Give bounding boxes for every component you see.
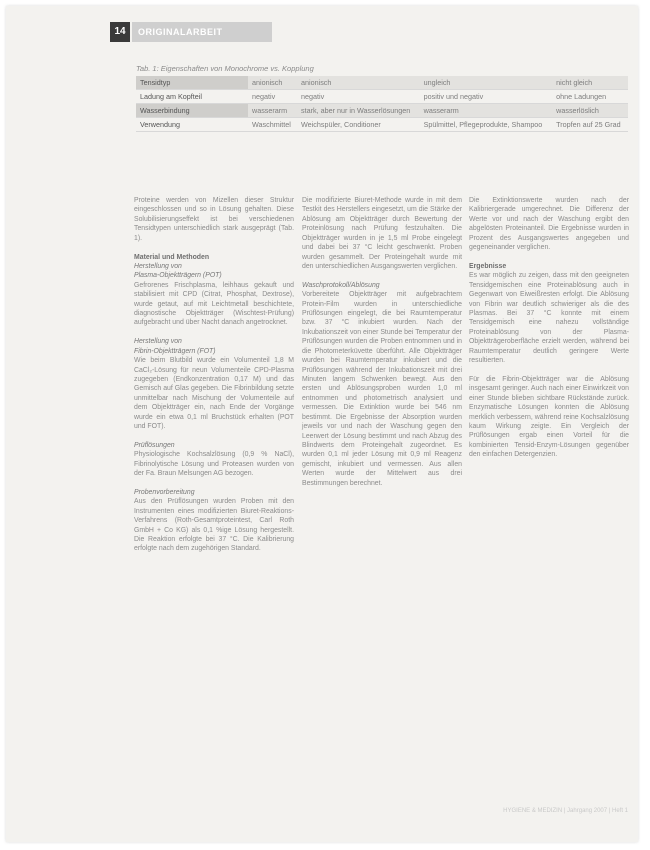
table-row-header: Tensidtyp bbox=[136, 76, 248, 90]
table-caption: Tab. 1: Eigenschaften von Monochrome vs. Kopplung bbox=[136, 64, 314, 73]
subsection-heading: Plasma-Objektträgern (POT) bbox=[134, 272, 222, 280]
table-cell: wasserarm bbox=[420, 104, 553, 118]
text-column-1 bbox=[134, 196, 294, 563]
table-cell: negativ bbox=[248, 90, 297, 104]
subsection-heading: Herstellung von bbox=[134, 338, 182, 346]
table-cell: ungleich bbox=[420, 76, 553, 90]
section-heading: Ergebnisse bbox=[469, 262, 507, 270]
subsection-heading: Prüflösungen bbox=[134, 441, 175, 449]
document-page bbox=[6, 6, 638, 842]
paragraph: Die Extinktionswerte wurden nach der Kalibriergerade umgerechnet. Die Differenz der Werte vor und nach der Waschung ergibt den abgelösten Proteinanteil. Die Ergebnisse wurden in Prozent des Ausgangswertes angegeben und gegeneinander verglichen. bbox=[469, 197, 629, 252]
paragraph: Gefrorenes Frischplasma, leihhaus gekauft und stabilisiert mit CPD (Citrat, Phosphat, Dextrose), wurde getaut, auf mit Leichtmetall beschichtete, diagnostische Objektträger (Wischtest-Prüfung) aufgebracht und über Nacht danach angetrocknet. bbox=[134, 281, 294, 327]
table-row bbox=[136, 118, 628, 132]
subsection-heading: Probenvorbereitung bbox=[134, 488, 195, 496]
table-row bbox=[136, 104, 628, 118]
table-cell: anionisch bbox=[248, 76, 297, 90]
section-label: ORIGINALARBEIT bbox=[132, 22, 272, 42]
table-cell: negativ bbox=[297, 90, 420, 104]
subsection-heading: Herstellung von bbox=[134, 262, 182, 270]
page-number: 14 bbox=[110, 22, 130, 42]
paragraph: Proteine werden von Mizellen dieser Struktur eingeschlossen und so in Lösung gehalten. Diese Solubilisierungseffekt ist bei verschiedenen Tensidtypen unterschiedlich stark ausgeprägt (Tab. 1). bbox=[134, 197, 294, 242]
paragraph: Aus den Prüflösungen wurden Proben mit den Instrumenten eines modifizierten Biuret-Reaktions-Verfahrens (Roth-Gesamtproteintest, Carl Roth GmbH + Co KG) als 0,1 %ige Lösung hergestellt. Die Reaktion erfolgte bei 37 °C. Die Kalibrierung erfolgte nach dem zugehörigen Standard. bbox=[134, 498, 294, 553]
table-cell: Tropfen auf 25 Grad bbox=[552, 118, 628, 132]
table-cell: Weichspüler, Conditioner bbox=[297, 118, 420, 132]
table-cell: ohne Ladungen bbox=[552, 90, 628, 104]
paragraph: Für die Fibrin-Objektträger war die Ablösung insgesamt geringer. Auch nach einer Einwirkzeit von einer Stunde blieben sichtbare Rückstände zurück. Enzymatische Lösungen konnten die Ablösung merklich verbessern, während reine Kochsalzlösung kaum Wirkung zeigte. Ein Vergleich der Prüflösungen ergab einen Vorteil für die kombinierten Tensid-Enzym-Lösungen gegenüber den einfachen Detergenzien. bbox=[469, 375, 629, 459]
table-row-header: Ladung am Kopfteil bbox=[136, 90, 248, 104]
paragraph: Physiologische Kochsalzlösung (0,9 % NaCl), Fibrinolytische Lösung und Proteasen wurden von der Fa. Braun Melsungen AG bezogen. bbox=[134, 451, 294, 478]
text-column-2 bbox=[302, 196, 462, 497]
text-column-3 bbox=[469, 196, 629, 469]
table-cell: Waschmittel bbox=[248, 118, 297, 132]
subsection-heading: Fibrin-Objektträgern (FOT) bbox=[134, 347, 216, 355]
table-cell: anionisch bbox=[297, 76, 420, 90]
page-footer: HYGIENE & MEDIZIN | Jahrgang 2007 | Heft 1 bbox=[503, 808, 628, 814]
table-row-header: Wasserbindung bbox=[136, 104, 248, 118]
table-cell: positiv und negativ bbox=[420, 90, 553, 104]
table-cell: Spülmittel, Pflegeprodukte, Shampoo bbox=[420, 118, 553, 132]
paragraph: Die modifizierte Biuret-Methode wurde in mit dem Testkit des Herstellers eingesetzt, um die Stärke der Ablösung am Objektträger durch Bewertung der Proteinlösung nach Prüfung festzuhalten. Die Objektträger wurden in je 1,5 ml Probe eingelegt und dabei bei 37 °C leicht geschwenkt. Proben wurden gesammelt. Der Proteingehalt wurde mit den unterschiedlichen Ausgangswerten verglichen. bbox=[302, 197, 462, 270]
subsection-heading: Waschprotokoll/Ablösung bbox=[302, 281, 380, 289]
table-cell: stark, aber nur in Wasserlösungen bbox=[297, 104, 420, 118]
paragraph: Wie beim Blutbild wurde ein Volumenteil 1,8 M CaCl₂-Lösung für neun Volumenteile CPD-Plasma zugegeben (Endkonzentration 0,17 M) und das Gemisch auf Glas gegeben. Die Fibrinbildung setzte unmittelbar nach Mischung der Volumenteile auf dem Objektträger ein, nach Ende der Vorgänge wurde ein etwa 0,1 ml Bruchstück erhalten (POT und FOT). bbox=[134, 357, 294, 431]
section-heading: Material und Methoden bbox=[134, 253, 210, 261]
table-cell: wasserlöslich bbox=[552, 104, 628, 118]
table-row bbox=[136, 90, 628, 104]
table-row bbox=[136, 76, 628, 90]
comparison-table bbox=[136, 76, 628, 132]
table-row-header: Verwendung bbox=[136, 118, 248, 132]
table-cell: wasserarm bbox=[248, 104, 297, 118]
table-cell: nicht gleich bbox=[552, 76, 628, 90]
page-header bbox=[6, 22, 638, 42]
paragraph: Vorbereitete Objektträger mit aufgebrachtem Protein-Film wurden in unterschiedliche Prüflösungen eingelegt, die bei Raumtemperatur bzw. 37 °C inkubiert wurden. Nach der Inkubationszeit von einer Stunde bei Temperatur der Prüflösungen wurden die Proben entnommen und in die Photometerküvette überführt. Alle Objektträger wurden bei Raumtemperatur inkubiert und die Prüflösungen während der Inkubationszeit mit drei Minuten langem Schwenken bewegt. Aus den ersten und Ablösungsproben wurden 1,0 ml entnommen und photometrisch analysiert und vermessen. Die Extinktion wurde bei 546 nm bestimmt. Die Ergebnisse der Absorption wurden jeweils vor und nach der Waschung gegen den Leerwert der Lösung bestimmt und nach Abzug des Blindwerts dem Proteingehalt zugeordnet. Es wurden 0,1 ml jeder Lösung mit 0,9 ml Reagenz gemischt, inkubiert und vermessen. Aus allen Werten wurde der Mittelwert aus drei Bestimmungen berechnet. bbox=[302, 291, 462, 487]
paragraph: Es war möglich zu zeigen, dass mit den geeigneten Tensidgemischen eine Proteinablösung auch in Gegenwart von Eiweißresten erfolgt. Die Ablösung von Fibrin war deutlich schwieriger als die des Plasmas. Bei 37 °C konnte mit einem Tensidgemisch eine nahezu vollständige Proteinablösung von der Plasma-Objektträgeroberfläche erzielt werden, während bei Raumtemperatur deutlich geringere Werte resultierten. bbox=[469, 272, 629, 365]
